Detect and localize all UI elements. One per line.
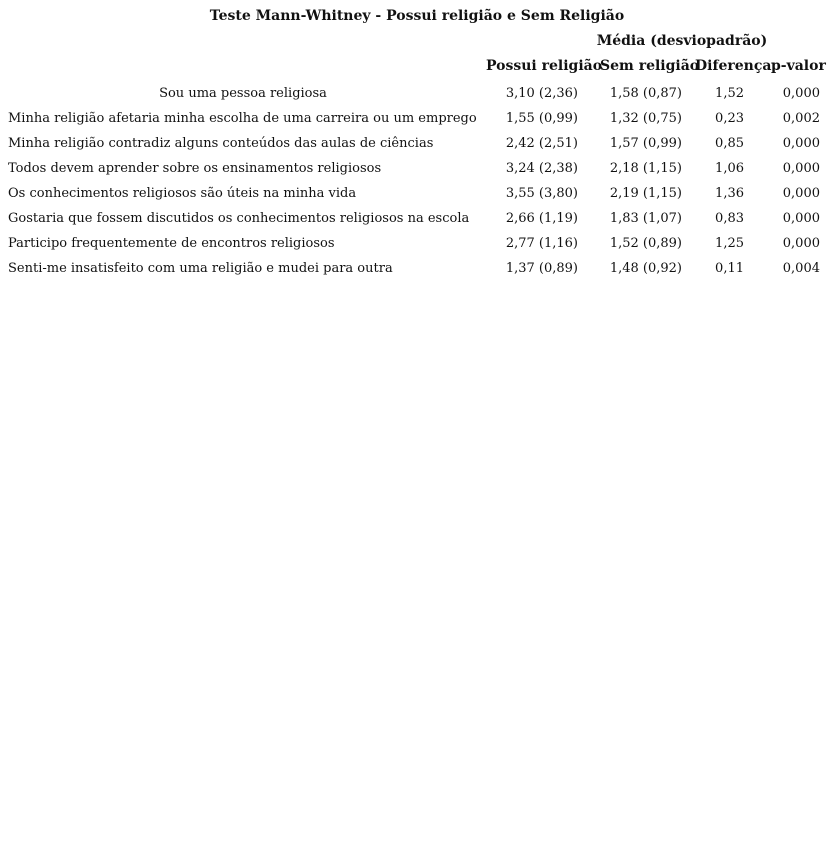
header-possui-religiao: Possui religião: [486, 58, 603, 74]
row-label: Os conhecimentos religiosos são úteis na minha vida: [8, 186, 357, 201]
row-label: Todos devem aprender sobre os ensinamentos religiosos: [8, 161, 382, 176]
row-label: Minha religião afetaria minha escolha de uma carreira ou um emprego: [8, 111, 477, 126]
row-possui: 2,77 (1,16): [505, 236, 578, 251]
table-row: [0, 109, 834, 134]
table-row: [0, 209, 834, 234]
row-diferenca: 1,06: [715, 161, 744, 176]
row-diferenca: 0,83: [715, 211, 744, 226]
row-possui: 3,10 (2,36): [505, 86, 578, 101]
row-sem: 2,18 (1,15): [609, 161, 682, 176]
table-row: [0, 234, 834, 259]
row-sem: 1,58 (0,87): [609, 86, 682, 101]
table-row: [0, 84, 834, 109]
header-sem-religiao: Sem religião: [600, 58, 700, 74]
row-diferenca: 1,25: [715, 236, 744, 251]
row-p-valor: 0,000: [782, 211, 820, 226]
row-p-valor: 0,000: [782, 236, 820, 251]
group-header: Média (desviopadrão): [596, 33, 768, 49]
row-p-valor: 0,000: [782, 136, 820, 151]
row-possui: 3,24 (2,38): [505, 161, 578, 176]
row-p-valor: 0,004: [782, 261, 820, 276]
row-label: Participo frequentemente de encontros religiosos: [8, 236, 335, 251]
table-title: Teste Mann-Whitney - Possui religião e Sem Religião: [209, 8, 625, 24]
row-possui: 1,55 (0,99): [505, 111, 578, 126]
row-possui: 2,42 (2,51): [505, 136, 578, 151]
row-possui: 1,37 (0,89): [505, 261, 578, 276]
row-diferenca: 1,52: [715, 86, 744, 101]
row-p-valor: 0,002: [782, 111, 820, 126]
row-label: Sou uma pessoa religiosa: [159, 86, 327, 101]
table-row: [0, 184, 834, 209]
row-diferenca: 0,23: [715, 111, 744, 126]
row-sem: 1,83 (1,07): [609, 211, 682, 226]
row-sem: 1,57 (0,99): [609, 136, 682, 151]
row-sem: 1,52 (0,89): [609, 236, 682, 251]
row-possui: 3,55 (3,80): [505, 186, 578, 201]
row-diferenca: 0,85: [715, 136, 744, 151]
header-p-valor: p-valor: [771, 58, 826, 74]
table-row: [0, 259, 834, 284]
row-label: Senti-me insatisfeito com uma religião e mudei para outra: [8, 261, 393, 276]
row-label: Gostaria que fossem discutidos os conhecimentos religiosos na escola: [8, 211, 470, 226]
row-possui: 2,66 (1,19): [505, 211, 578, 226]
row-sem: 1,48 (0,92): [609, 261, 682, 276]
row-sem: 1,32 (0,75): [609, 111, 682, 126]
row-diferenca: 0,11: [715, 261, 744, 276]
header-diferenca: Diferença: [695, 58, 772, 74]
table-row: [0, 159, 834, 184]
table-row: [0, 134, 834, 159]
row-p-valor: 0,000: [782, 186, 820, 201]
row-p-valor: 0,000: [782, 161, 820, 176]
row-diferenca: 1,36: [715, 186, 744, 201]
row-label: Minha religião contradiz alguns conteúdos das aulas de ciências: [8, 136, 434, 151]
row-sem: 2,19 (1,15): [609, 186, 682, 201]
row-p-valor: 0,000: [782, 86, 820, 101]
